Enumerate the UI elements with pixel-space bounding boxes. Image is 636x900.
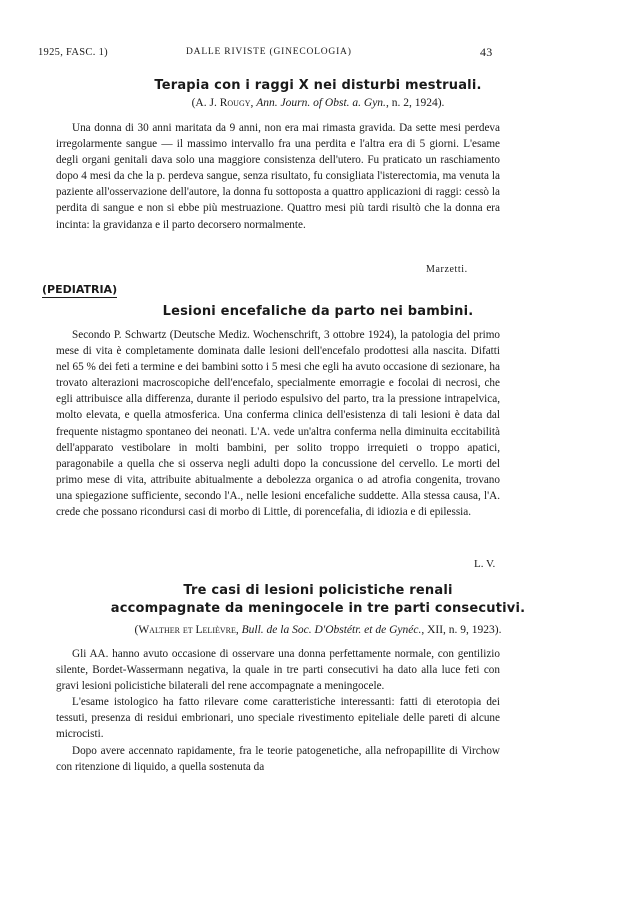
citation-prefix: (	[134, 624, 139, 636]
citation-journal: Ann. Journ. of Obst. a. Gyn.	[256, 97, 386, 109]
article2-signature: L. V.	[474, 558, 496, 570]
article3-title-line2: accompagnate da meningocele in tre parti consecutivi.	[110, 601, 526, 616]
article3-citation: (Walther et Lelièvre, Bull. de la Soc. D'Obstétr. et de Gynéc., XII, n. 9, 1923).	[134, 624, 502, 636]
citation-authors: Walther et Lelièvre	[138, 624, 236, 636]
section-label: (PEDIATRIA)	[42, 283, 118, 296]
article1-body	[56, 120, 500, 233]
citation-prefix: (A. J.	[191, 97, 220, 109]
citation-suffix: , XII, n. 9, 1923).	[421, 624, 502, 636]
header-issue: 1925, FASC. 1)	[38, 47, 108, 58]
article3-paragraph-2: L'esame istologico ha fatto rilevare come caratteristiche interessanti: fatti di eterotopia dei tessuti, presenza di residui embrionari, uno speciale rivestimento epiteliale delle pareti di alcune microcisti.	[56, 696, 500, 741]
article3-paragraph-3: Dopo avere accennato rapidamente, fra le teorie patogenetiche, alla nefropapillite di Virchow con ritenzione di liquido, a quella sostenuta da	[56, 744, 500, 773]
article3-title-line1: Tre casi di lesioni policistiche renali	[183, 583, 453, 598]
citation-journal: Bull. de la Soc. D'Obstétr. et de Gynéc.	[241, 624, 422, 636]
citation-author: Rougy	[219, 97, 251, 109]
article2-paragraph: Secondo P. Schwartz (Deutsche Mediz. Wochenschrift, 3 ottobre 1924), la patologia del primo mese di vita è completamente dominata dalle lesioni dell'encefalo prodottesi alla nascita. Difatti nel 65 % dei feti a termine e dei bambini sotto i 5 mesi che egli ha avuto occasione di sezionare, ha trovato alterazioni macroscopiche dell'encefalo, specialmente emorragie e focolai di necrosi, che egli attribuisce alla differenza, durante il periodo espulsivo del parto, tra la pressione intrapelvica, molto elevata, e quella atmosferica. Una conferma clinica dell'esistenza di tali lesioni è data dal frequente nistagmo spontaneo dei neonati. L'A. vede un'altra conferma nella diminuita eccitabilità dell'apparato vestibolare in molti bambini, per solito troppo irrequieti o troppo apatici, paragonabile a quella che si osserva negli adulti dopo la concussione del cervello. Le morti del primo mese di vita, attribuite abitualmente a debolezza organica o ad atrofia congenita, trovano una spiegazione sufficiente, secondo l'A., nelle lesioni encefaliche suddette. Alla stessa causa, l'A. crede che possano ricondursi casi di morbo di Little, di porencefalia, di idiozia e di epilessia.	[56, 329, 500, 519]
header-section: DALLE RIVISTE (GINECOLOGIA)	[186, 47, 352, 57]
page-number: 43	[480, 45, 493, 59]
article1-signature: Marzetti.	[426, 264, 468, 275]
article2-body	[56, 327, 500, 520]
article3-paragraph-1: Gli AA. hanno avuto occasione di osservare una donna perfettamente normale, con gentilizio silente, Bordet-Wassermann negativa, la quale in tre parti consecutivi ha dato alla luce feti con gravi lesioni policistiche bilaterali del rene accompagnate a meningocele.	[56, 648, 500, 693]
article1-paragraph: Una donna di 30 anni maritata da 9 anni, non era mai rimasta gravida. Da sette mesi perdeva irregolarmente sangue — il massimo intervallo fra una perdita e l'altra era di 5 giorni. L'esame degli organi genitali dava solo una maggiore consistenza dell'utero. Fu praticato un raschiamento dopo 4 mesi da che la p. perdeva sangue, senza risultato, fu consigliata l'isterectomia, ma venuta la paziente all'osservazione dell'autore, la donna fu sottoposta a quattro applicazioni di raggi: cessò la perdita di sangue e non si ebbe più mestruazione. Quattro mesi più tardi risultò che la donna era incinta: la gravidanza e il parto decorsero normalmente.	[56, 122, 500, 231]
article3-body	[56, 646, 500, 775]
article2-title: Lesioni encefaliche da parto nei bambini.	[162, 304, 474, 319]
article1-citation: (A. J. Rougy, Ann. Journ. of Obst. a. Gyn., n. 2, 1924).	[191, 97, 445, 109]
citation-suffix: , n. 2, 1924).	[385, 97, 445, 109]
article1-title: Terapia con i raggi X nei disturbi mestruali.	[154, 78, 482, 93]
